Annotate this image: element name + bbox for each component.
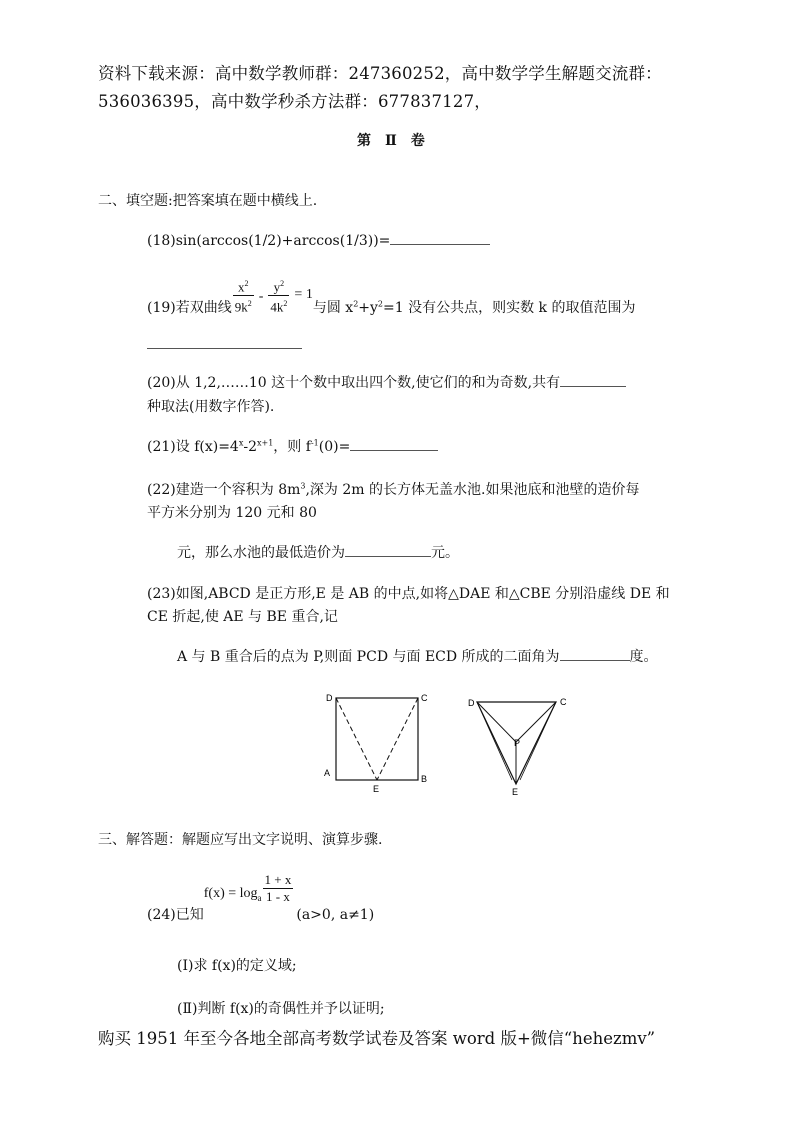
section-2-title: 二、填空题:把答案填在题中横线上. bbox=[98, 193, 318, 209]
answer-blank-22 bbox=[345, 542, 431, 557]
question-22-line-2: 平方米分别为 120 元和 80 bbox=[147, 505, 317, 521]
fold-line-ce bbox=[377, 698, 418, 780]
question-22-line-3: 元，那么水池的最低造价为 元。 bbox=[177, 542, 459, 562]
question-21: (21)设 $f(x)=4^x-2^{x+1}$，则 $f^{-1}(0)=$ bbox=[147, 436, 438, 456]
question-19-suffix: 与圆 $x^2+y^2=1$ 没有公共点，则实数 k 的取值范围为 bbox=[312, 299, 636, 316]
fraction-1px-over-1mx: $\frac{1 + x}{1 - x}$ bbox=[264, 872, 292, 904]
label-d-left: D bbox=[326, 693, 333, 703]
question-24-part-2: (Ⅱ)判断 f(x)的奇偶性并予以证明; bbox=[177, 1001, 385, 1017]
answer-blank-18 bbox=[390, 230, 490, 245]
folding-square-figure bbox=[300, 680, 620, 810]
label-p-right: P bbox=[514, 738, 521, 748]
edge-dp bbox=[477, 702, 516, 742]
answer-blank-19 bbox=[147, 334, 302, 349]
volume-title: 第 Ⅱ 卷 bbox=[357, 133, 425, 149]
question-19: (19)若双曲线 $\frac{x^2}{9k^2}$ - $\frac{y^2}{4k^2}$ = 1与圆 $x^2+y^2=1$ 没有公共点，则实数 k 的取值范围为 bbox=[147, 276, 636, 317]
footer-purchase-note: 购买 1951 年至今各地全部高考数学试卷及答案 word 版+微信“hehezmv” bbox=[98, 1029, 656, 1048]
header-line-1: 资料下载来源：高中数学教师群：247360252，高中数学学生解题交流群： bbox=[98, 64, 662, 83]
square-abcd bbox=[336, 698, 418, 780]
fold-line-de bbox=[336, 698, 377, 780]
question-23-line-3: A 与 B 重合后的点为 P,则面 PCD 与面 ECD 所成的二面角为 度。 bbox=[177, 646, 658, 666]
question-20-line-1: (20)从 1,2,……10 这十个数中取出四个数,使它们的和为奇数,共有 bbox=[147, 372, 626, 392]
section-3-title: 三、解答题：解题应写出文字说明、演算步骤. bbox=[98, 832, 383, 848]
fraction-y2-over-4k2: $\frac{y^2}{4k^2}$ bbox=[270, 279, 288, 315]
question-18-text: (18)sin(arccos(1/2)+arccos(1/3))= bbox=[147, 233, 391, 249]
label-c-right: C bbox=[560, 697, 567, 707]
label-b-left: B bbox=[421, 774, 428, 784]
question-23-line-1: (23)如图,ABCD 是正方形,E 是 AB 的中点,如将△DAE 和△CBE 分别沿虚线 DE 和 bbox=[147, 586, 670, 602]
label-e-right: E bbox=[512, 787, 519, 797]
question-23-line-2: CE 折起,使 AE 与 BE 重合,记 bbox=[147, 609, 338, 625]
label-c-left: C bbox=[421, 693, 428, 703]
answer-blank-21 bbox=[350, 436, 438, 451]
edge-ce-inner bbox=[520, 702, 556, 780]
answer-blank-20 bbox=[560, 372, 626, 387]
question-24: (24)已知$f(x) = \log_a$ $\frac{1 + x}{1 - x}$ (a>0, a≠1) bbox=[147, 872, 375, 923]
header-line-2: 536036395，高中数学秒杀方法群：677837127， bbox=[98, 92, 491, 111]
answer-blank-23 bbox=[560, 646, 630, 661]
edge-de-inner bbox=[477, 702, 512, 780]
square-abcd-diagram bbox=[324, 693, 428, 794]
label-e-left: E bbox=[373, 784, 380, 794]
question-20-line-2: 种取法(用数字作答). bbox=[147, 399, 275, 415]
question-24-part-1: (Ⅰ)求 f(x)的定义域; bbox=[177, 958, 297, 974]
question-19-prefix: (19)若双曲线 bbox=[147, 299, 232, 316]
log-function: $f(x) = \log_a$ bbox=[203, 886, 262, 903]
question-22-line-1: (22)建造一个容积为 $8m^3$,深为 2m 的长方体无盖水池.如果池底和池壁的造价每 bbox=[147, 481, 640, 498]
label-a-left: A bbox=[324, 768, 331, 778]
fraction-x2-over-9k2: $\frac{x^2}{9k^2}$ bbox=[234, 279, 252, 315]
question-18 bbox=[147, 230, 490, 249]
folded-tetrahedron-diagram bbox=[468, 697, 567, 797]
label-d-right: D bbox=[468, 698, 475, 708]
edge-cp bbox=[516, 702, 556, 742]
question-19-blank-line bbox=[147, 334, 302, 353]
